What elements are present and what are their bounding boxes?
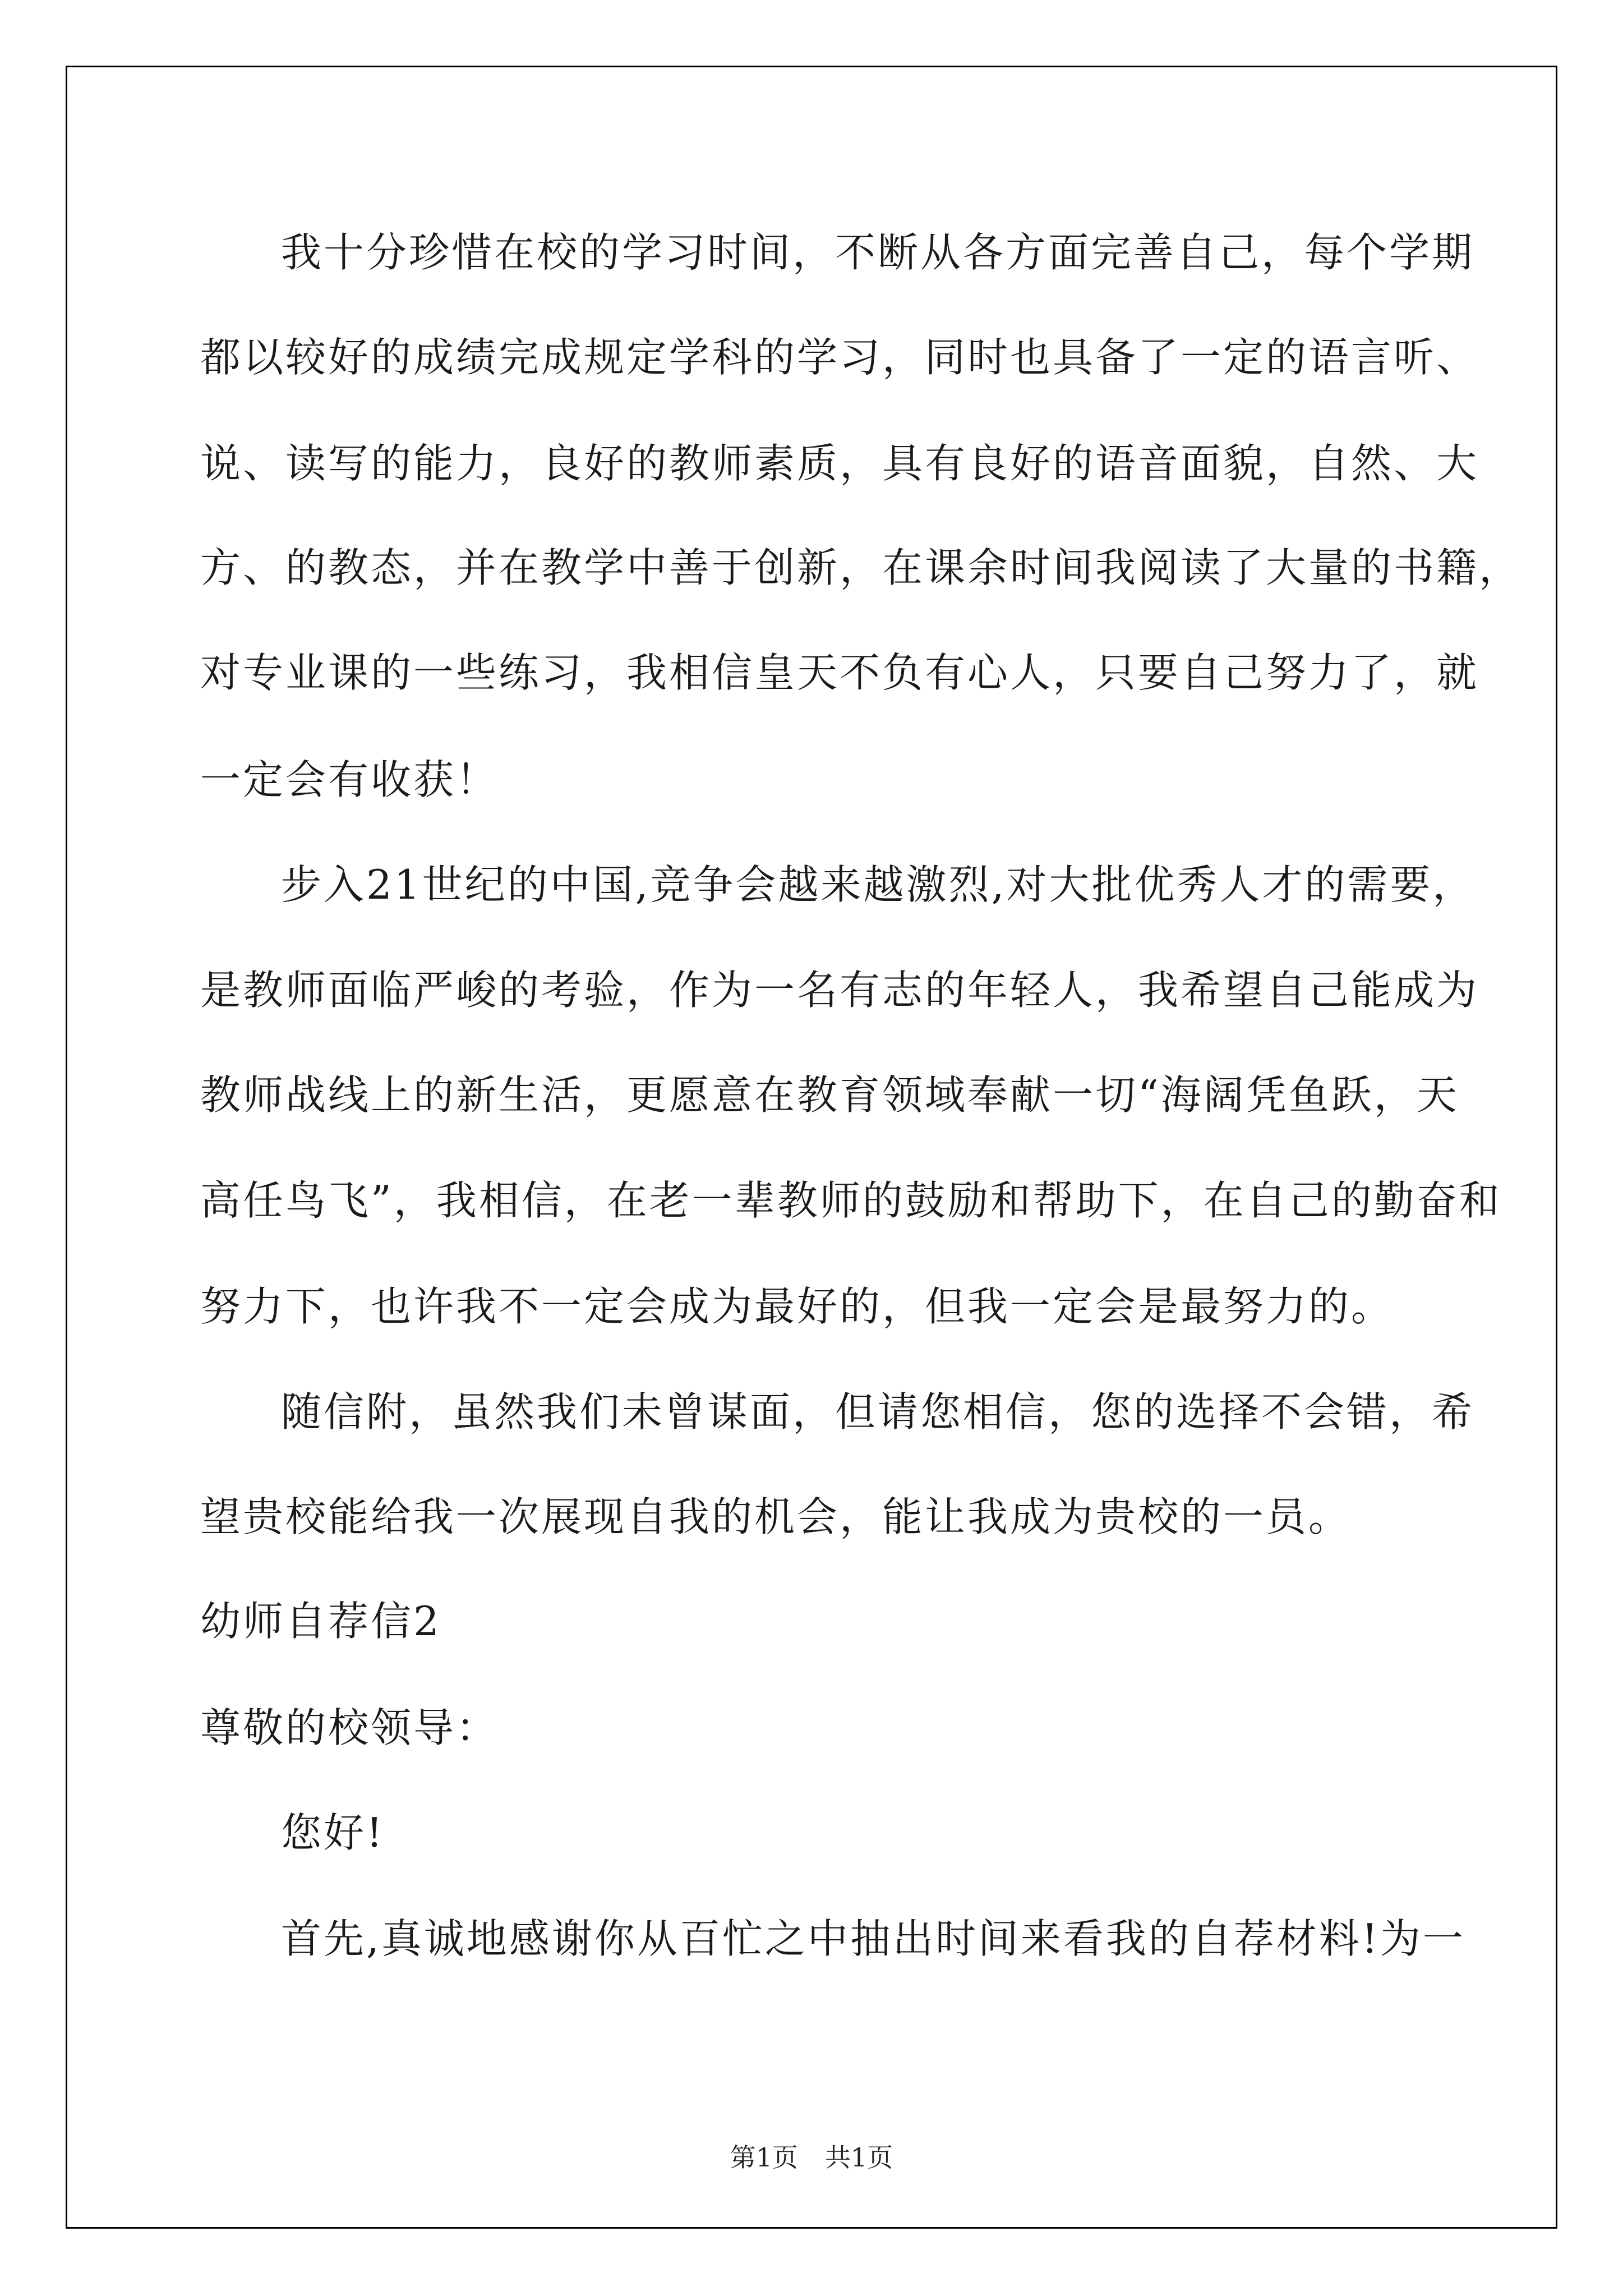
- page-total: 共1页: [825, 2142, 893, 2173]
- section-heading: 幼师自荐信2: [200, 1598, 441, 1645]
- page-number: 第1页: [730, 2142, 798, 2173]
- text-line: 是教师面临严峻的考验，作为一名有志的年轻人，我希望自己能成为: [200, 967, 1479, 1014]
- salutation: 尊敬的校领导：: [200, 1704, 499, 1751]
- text-line: 方、的教态，并在教学中善于创新，在课余时间我阅读了大量的书籍，: [200, 544, 1522, 591]
- text-line: 随信附，虽然我们未曾谋面，但请您相信，您的选择不会错，希: [281, 1388, 1475, 1435]
- text-line: 望贵校能给我一次展现自我的机会，能让我成为贵校的一员。: [200, 1493, 1352, 1540]
- text-line: 都以较好的成绩完成规定学科的学习，同时也具备了一定的语言听、: [200, 334, 1479, 381]
- text-line: 一定会有收获！: [200, 756, 499, 803]
- text-line: 高任鸟飞”，我相信，在老一辈教师的鼓励和帮助下，在自己的勤奋和: [200, 1177, 1502, 1224]
- text-line: 努力下，也许我不一定会成为最好的，但我一定会是最努力的。: [200, 1283, 1394, 1330]
- text-line: 我十分珍惜在校的学习时间，不断从各方面完善自己，每个学期: [281, 229, 1475, 276]
- page-frame: [66, 66, 1557, 2229]
- text-line: 首先,真诚地感谢你从百忙之中抽出时间来看我的自荐材料!为一: [281, 1915, 1465, 1962]
- text-line: 教师战线上的新生活，更愿意在教育领域奉献一切“海阔凭鱼跃，天: [200, 1071, 1459, 1119]
- text-line: 说、读写的能力，良好的教师素质，具有良好的语音面貌，自然、大: [200, 440, 1479, 487]
- text-line: 对专业课的一些练习，我相信皇天不负有心人，只要自己努力了，就: [200, 649, 1479, 696]
- text-line: 步入21世纪的中国,竞争会越来越激烈,对大批优秀人才的需要，: [281, 861, 1476, 908]
- page-footer: [0, 2142, 1623, 2173]
- greeting: 您好!: [281, 1809, 385, 1856]
